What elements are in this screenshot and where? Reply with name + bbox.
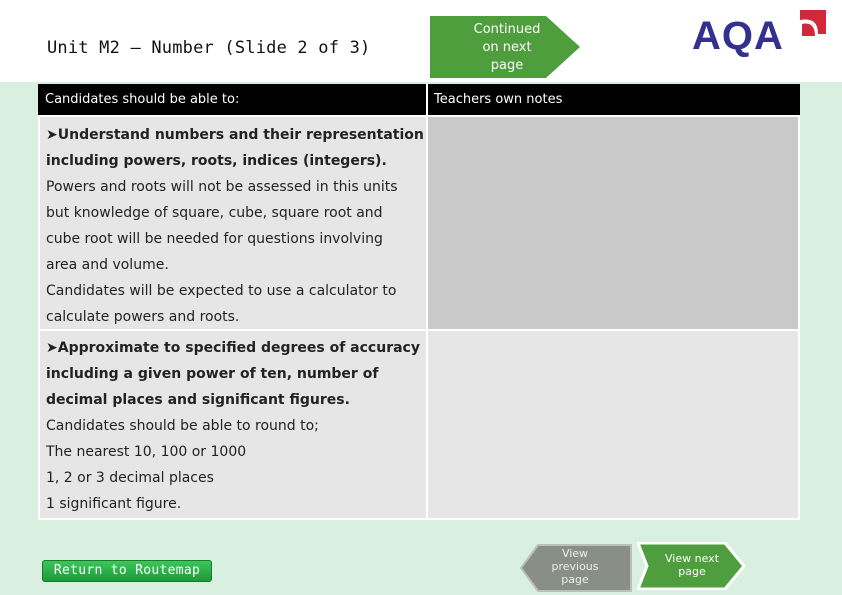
objective-body-line: calculate powers and roots. bbox=[46, 309, 240, 325]
arrow-bullet-icon: ➤ bbox=[46, 127, 58, 143]
aqa-logo bbox=[692, 8, 832, 58]
page-title: Unit M2 – Number (Slide 2 of 3) bbox=[47, 38, 371, 58]
arrow-bullet-icon: ➤ bbox=[46, 340, 58, 356]
objective-heading-line: including a given power of ten, number of bbox=[46, 366, 379, 382]
return-to-routemap-button[interactable]: Return to Routemap bbox=[42, 560, 212, 582]
objective-body-line: but knowledge of square, cube, square root and bbox=[46, 205, 383, 221]
next-label-line: page bbox=[678, 565, 706, 578]
objective-heading-line: including powers, roots, indices (integers). bbox=[46, 153, 387, 169]
objective-body-line: Powers and roots will not be assessed in this units bbox=[46, 179, 398, 195]
objective-body-line: cube root will be needed for questions involving bbox=[46, 231, 383, 247]
logo-text: AQA bbox=[692, 14, 784, 58]
view-next-page-button[interactable] bbox=[637, 542, 745, 590]
objective-heading-line: decimal places and significant figures. bbox=[46, 392, 350, 408]
column-header-candidates: Candidates should be able to: bbox=[38, 84, 426, 115]
table-row-cell-notes[interactable] bbox=[428, 117, 798, 329]
continued-line: page bbox=[490, 58, 524, 73]
objective-body-line: The nearest 10, 100 or 1000 bbox=[46, 444, 247, 460]
objective-body-line: 1 significant figure. bbox=[46, 496, 182, 512]
objective-body-line: 1, 2 or 3 decimal places bbox=[46, 470, 214, 486]
objective-body-line: Candidates should be able to round to; bbox=[46, 418, 319, 434]
prev-label-line: previous bbox=[551, 560, 599, 573]
table-row-cell-notes[interactable] bbox=[428, 331, 798, 518]
table-row-cell-objective bbox=[40, 117, 426, 329]
logo-swoosh-icon bbox=[798, 8, 828, 38]
content-table bbox=[38, 84, 800, 520]
next-button-label bbox=[649, 552, 735, 578]
prev-label-line: View bbox=[561, 547, 589, 560]
table-row-cell-objective bbox=[40, 331, 426, 518]
continued-line: Continued bbox=[473, 22, 541, 37]
prev-label-line: page bbox=[561, 573, 589, 586]
view-previous-page-button[interactable] bbox=[520, 544, 632, 592]
continued-line: on next bbox=[482, 40, 532, 55]
continued-text bbox=[444, 21, 570, 75]
objective-body-line: area and volume. bbox=[46, 257, 169, 273]
continued-banner bbox=[430, 16, 580, 78]
objective-heading-line: ➤Approximate to specified degrees of accuracy bbox=[46, 340, 420, 356]
objective-body-line: Candidates will be expected to use a calculator to bbox=[46, 283, 397, 299]
objective-heading-line: ➤Understand numbers and their representation bbox=[46, 127, 424, 143]
next-label-line: View next bbox=[665, 552, 719, 565]
prev-button-label bbox=[538, 547, 612, 586]
column-header-notes: Teachers own notes bbox=[428, 84, 800, 115]
